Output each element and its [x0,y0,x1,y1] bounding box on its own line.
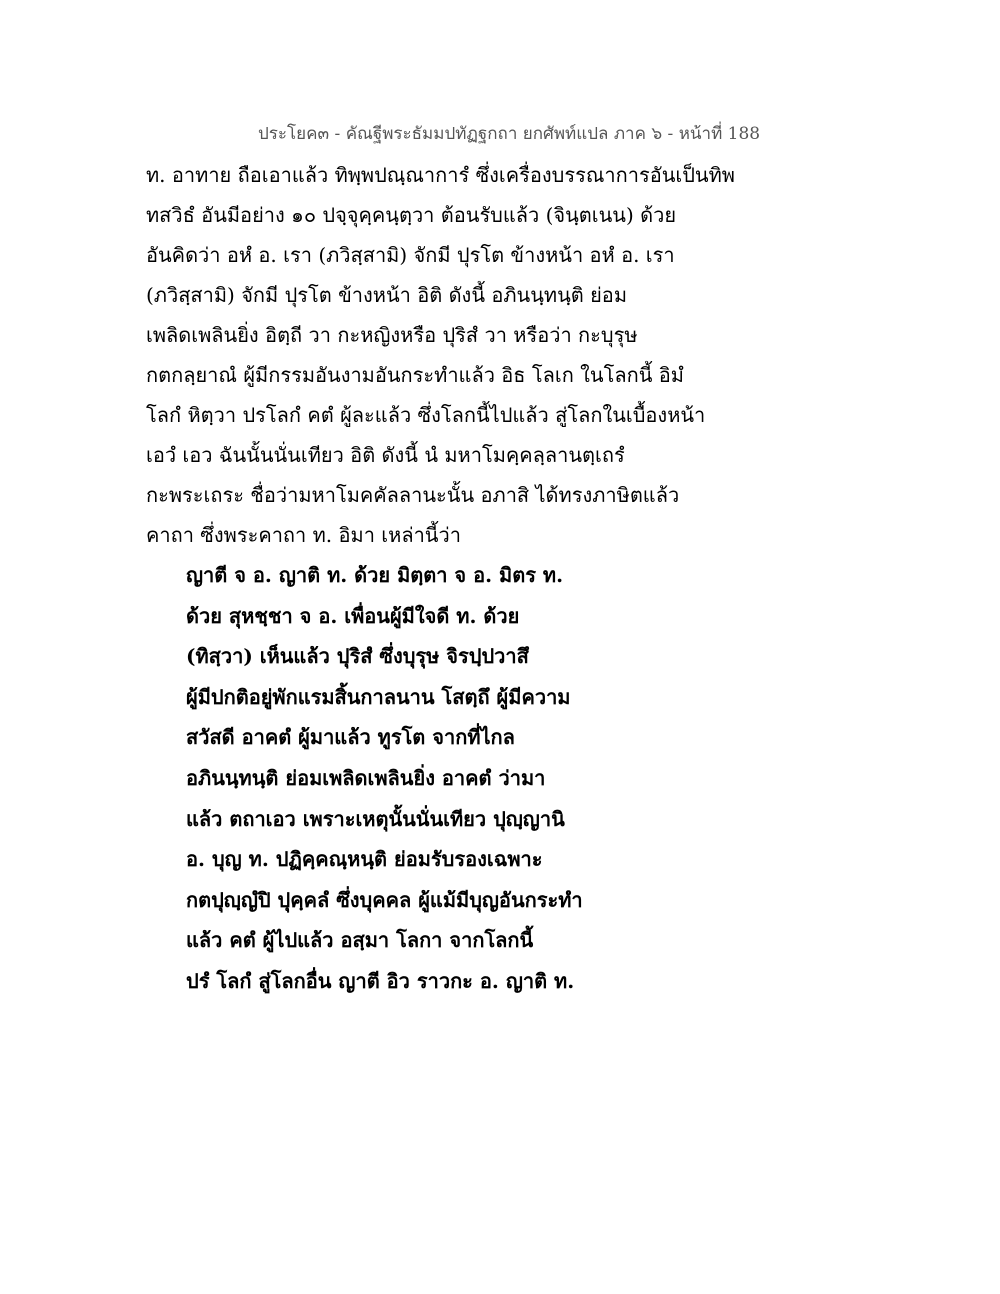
prose-line: (ภวิสฺสามิ) จักมี ปุรโต ข้างหน้า อิติ ดังนี้ อภินนฺทนฺติ ย่อม [146,283,628,307]
verse-line: (ทิสฺวา) เห็นแล้ว ปุริสํ ซึ่งบุรุษ จิรปฺปวาสึ [186,644,529,669]
verse-line: อภินนฺทนฺติ ย่อมเพลิดเพลินยิ่ง อาคตํ ว่ามา [186,765,546,790]
prose-line: โลกํ หิตฺวา ปรโลกํ คตํ ผู้ละแล้ว ซึ่งโลกนี้ไปแล้ว สู่โลกในเบื้องหน้า [146,403,706,427]
verse-line: กตปุญฺญํปิ ปุคฺคลํ ซึ่งบุคคล ผู้แม้มีบุญอันกระทำ [186,887,583,912]
verse-line: อ. บุญ ท. ปฏิคฺคณฺหนฺติ ย่อมรับรองเฉพาะ [186,847,543,872]
prose-line: เอวํ เอว ฉันนั้นนั่นเทียว อิติ ดังนี้ นํ มหาโมคฺคลฺลานตฺเถรํ [146,443,625,467]
verse-block [186,555,746,1002]
verse-line: สวัสดี อาคตํ ผู้มาแล้ว ทูรโต จากที่ไกล [186,725,515,750]
prose-line: กตกลฺยาณํ ผู้มีกรรมอันงามอันกระทำแล้ว อิธ โลเก ในโลกนี้ อิมํ [146,363,684,387]
prose-line: กะพระเถระ ชื่อว่ามหาโมคคัลลานะนั้น อภาสิ ได้ทรงภาษิตแล้ว [146,483,680,507]
prose-line: เพลิดเพลินยิ่ง อิตฺถี วา กะหญิงหรือ ปุริสํ วา หรือว่า กะบุรุษ [146,323,638,347]
prose-line: คาถา ซึ่งพระคาถา ท. อิมา เหล่านี้ว่า [146,523,461,547]
prose-line: อันคิดว่า อหํ อ. เรา (ภวิสฺสามิ) จักมี ปุรโต ข้างหน้า อหํ อ. เรา [146,243,675,267]
prose-line: ทสวิธํ อันมีอย่าง ๑๐ ปจฺจุคฺคนฺตฺวา ต้อนรับแล้ว (จินฺตเนน) ด้วย [146,203,677,227]
verse-line: ด้วย สุหชฺชา จ อ. เพื่อนผู้มีใจดี ท. ด้วย [186,603,520,628]
verse-line: ญาตี จ อ. ญาติ ท. ด้วย มิตฺตา จ อ. มิตร ท. [186,563,564,587]
verse-line: แล้ว ตถาเอว เพราะเหตุนั้นนั่นเทียว ปุญฺญานิ [186,806,565,831]
verse-line: ปรํ โลกํ สู่โลกอื่น ญาตี อิว ราวกะ อ. ญาติ ท. [186,968,575,993]
verse-line: ผู้มีปกติอยู่พักแรมสิ้นกาลนาน โสตฺถึ ผู้มีความ [186,684,571,709]
prose-line: ท. อาทาย ถือเอาแล้ว ทิพฺพปณฺณาการํ ซึ่งเครื่องบรรณาการอันเป็นทิพ [146,163,735,187]
prose-paragraph [146,155,786,555]
page-header: ประโยค๓ - คัณฐีพระธัมมปทัฏฐกถา ยกศัพท์แปล ภาค ๖ - หน้าที่ 188 [258,124,761,144]
verse-line: แล้ว คตํ ผู้ไปแล้ว อสฺมา โลกา จากโลกนี้ [186,928,534,953]
